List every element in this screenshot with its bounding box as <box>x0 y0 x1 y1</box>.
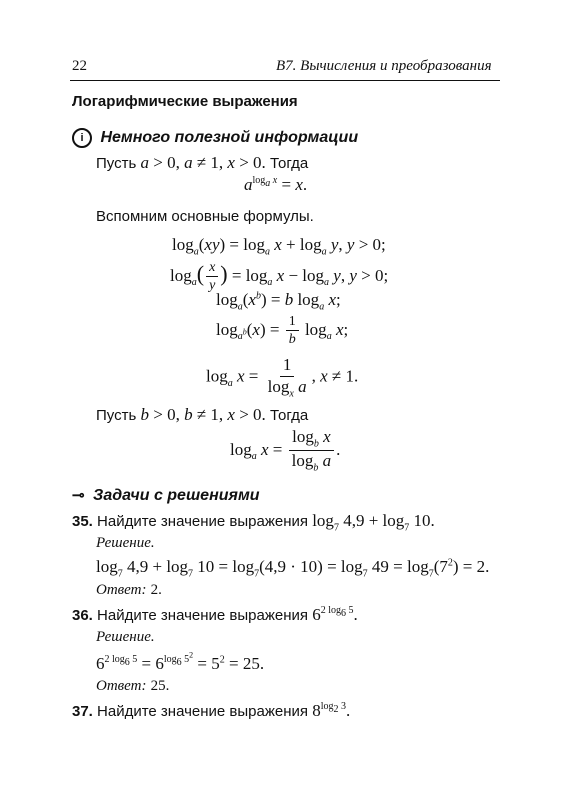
solution-36: $6^{2 log_6 5} = 6^{log_6 5^2} = 5^2 = 25$. <box>96 651 265 673</box>
answer-value: 2. <box>150 582 162 598</box>
info-heading <box>72 128 358 148</box>
formula-quotient: $\log_a$( $\frac{x}{y}$ ) = $\log_a x - \log_a y$, y > 0; <box>170 260 389 294</box>
answer-value: 25. <box>150 678 170 694</box>
page-number: 22 <box>72 58 87 74</box>
answer-36 <box>96 677 169 695</box>
let-word: Пусть <box>96 155 137 172</box>
task-number: 35. <box>72 513 93 530</box>
solution-label-35: Решение. <box>96 535 155 551</box>
running-title: B7. Вычисления и преобразования <box>276 58 492 74</box>
info-icon: i <box>72 128 92 148</box>
task-35: 35. Найдите значение выражения $\log_7 4,9 + \log_7 10$. <box>72 511 435 534</box>
task-text: Найдите значение выражения <box>97 513 309 530</box>
answer-label: Ответ: <box>96 582 147 598</box>
formula-product: $\log_a(xy) = \log_a x + \log_a y$, y > 0; <box>172 235 386 258</box>
task-text: Найдите значение выражения <box>97 607 309 624</box>
key-icon: ⊸ <box>72 487 85 504</box>
condition-line-1: Пусть a > 0, a ≠ 1, x > 0. Тогда <box>96 153 309 172</box>
tasks-heading <box>72 486 260 505</box>
section-title: Логарифмические выражения <box>72 93 298 110</box>
info-heading-text: Немного полезной информации <box>100 129 359 147</box>
then-word-2: Тогда <box>269 407 309 424</box>
condition-line-2: Пусть b > 0, b ≠ 1, x > 0. Тогда <box>96 405 309 424</box>
solution-35: $\log_7 4,9 + \log_7 10 = \log_7(4,9 \cdot 10) = \log_7 49 = \log_7(7^2) = 2$. <box>96 557 490 580</box>
task-number: 37. <box>72 703 93 720</box>
answer-label: Ответ: <box>96 678 147 694</box>
formula-base-power: $\log_{a^b}(x)$ = $\frac{1}{b}$ $\log_a x$; <box>216 314 349 348</box>
task-text: Найдите значение выражения <box>97 703 309 720</box>
answer-35 <box>96 581 162 599</box>
then-word: Тогда <box>269 155 309 172</box>
formula-reciprocal: $\log_a x$ = $\frac{1}{\log_x a}$ , x ≠ 1. <box>206 355 359 400</box>
tasks-heading-text: Задачи с решениями <box>93 487 260 504</box>
formula-change-base: $\log_a x$ = $\frac{\log_b x}{\log_b a}$ . <box>230 427 341 474</box>
task-number: 36. <box>72 607 93 624</box>
solution-label-36: Решение. <box>96 629 155 645</box>
recall-text: Вспомним основные формулы. <box>96 208 314 225</box>
task-37: 37. Найдите значение выражения $8^{log_2 3}$. <box>72 701 351 720</box>
let-word-2: Пусть <box>96 407 137 424</box>
task-36: 36. Найдите значение выражения $6^{2 log_6 5}$. <box>72 605 358 624</box>
formula-power: $\log_a(x^b) = b$ $\log_a x$; <box>216 290 341 313</box>
identity-formula: $a^{log_a x} = x$. <box>244 175 308 194</box>
header-rule <box>70 80 500 81</box>
